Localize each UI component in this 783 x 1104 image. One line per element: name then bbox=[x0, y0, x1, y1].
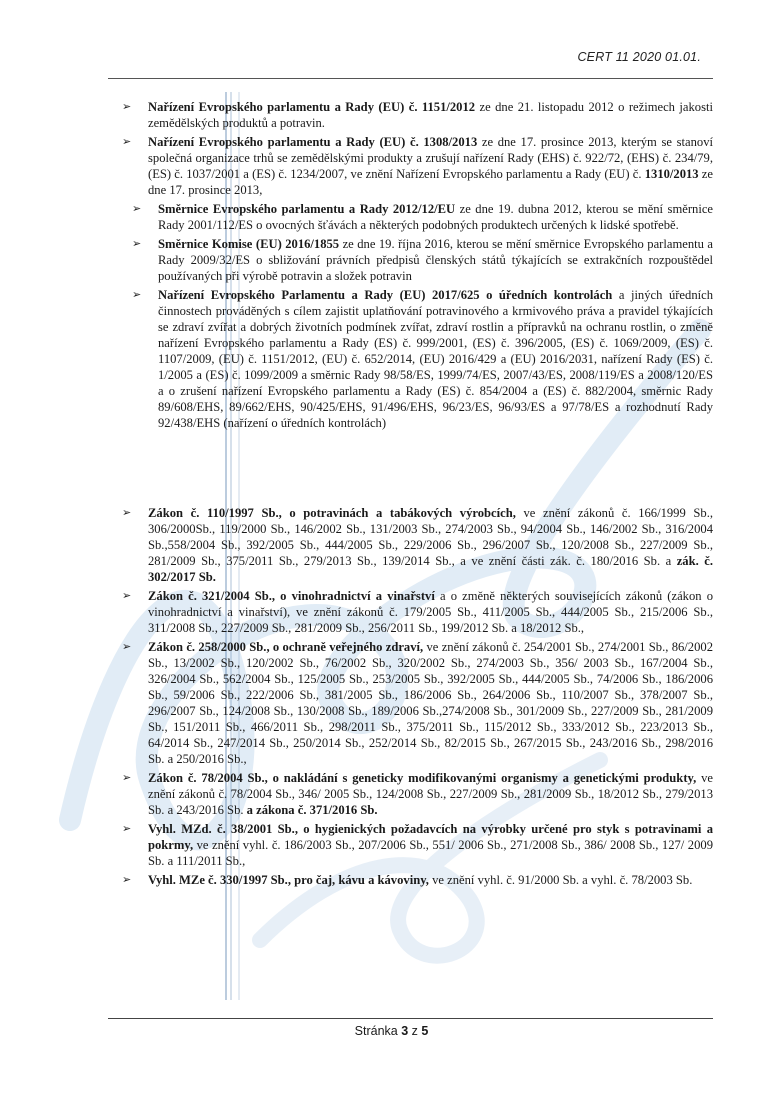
list-item: ➢ Zákon č. 321/2004 Sb., o vinohradnictví a vinařství a o změně některých souvisejících zákonů (zákon o vinohradnictví a vinařství), ve znění zákonů č. 179/2005 Sb., 411/2005 Sb., 444/2005 Sb., 215/2006 Sb., 311/2008 Sb., 227/2009 Sb., 281/2009 Sb., 256/2011 Sb., 199/2012 Sb. a 18/2012 Sb., bbox=[122, 589, 713, 635]
eu-legislation-list bbox=[122, 99, 713, 434]
list-item: ➢ Vyhl. MZe č. 330/1997 Sb., pro čaj, kávu a kávoviny, ve znění vyhl. č. 91/2000 Sb. a vyhl. č. 78/2003 Sb. bbox=[122, 873, 693, 887]
header-divider bbox=[108, 78, 713, 79]
list-item: ➢ Nařízení Evropského parlamentu a Rady (EU) č. 1308/2013 ze dne 17. prosince 2013, kterým se stanoví společná organizace trhů se zemědělskými produkty a zrušují nařízení Rady (EHS) č. 922/72, (EHS) č. 234/79, (ES) č. 1037/2001 a (ES) č. 1234/2007, ve znění Nařízení Evropského parlamentu a Rady (EU) č. 1310/2013 ze dne 17. prosince 2013, bbox=[122, 135, 714, 197]
arrowhead-bullet-icon: ➢ bbox=[122, 100, 132, 113]
page-number: Stránka 3 z 5 bbox=[354, 1024, 429, 1038]
arrowhead-bullet-icon: ➢ bbox=[122, 822, 132, 835]
arrowhead-bullet-icon: ➢ bbox=[122, 506, 132, 519]
arrowhead-bullet-icon: ➢ bbox=[122, 135, 132, 148]
list-item: ➢ Vyhl. MZd. č. 38/2001 Sb., o hygienických požadavcích na výrobky určené pro styk s potravinami a pokrmy, ve znění vyhl. č. 186/2003 Sb., 207/2006 Sb., 551/ 2006 Sb., 271/2008 Sb., 386/ 2008 Sb., 127/ 2009 Sb. a 111/2011 Sb., bbox=[122, 822, 713, 868]
arrowhead-bullet-icon: ➢ bbox=[122, 640, 132, 653]
list-item: ➢ Nařízení Evropského Parlamentu a Rady (EU) 2017/625 o úředních kontrolách a jiných úředních činnostech prováděných s cílem zajistit uplatňování potravinového a krmivového práva a pravidel týkajících se zdraví zvířat a dobrých životních podmínek zvířat, zdraví rostlin a přípravků na ochranu rostlin, o změně nařízení Evropského parlamentu a Rady (ES) č. 999/2001, (ES) č. 396/2005, (ES) č. 1069/2009, (ES) č. 1107/2009, (EU) č. 1151/2012, (EU) č. 652/2014, (EU) 2016/429 a (EU) 2016/2031, nařízení Rady (ES) č. 1/2005 a (ES) č. 1099/2009 a směrnic Rady 98/58/ES, 1999/74/ES, 2007/43/ES, 2008/119/ES a 2008/120/ES a o zrušení nařízení Evropského parlamentu a Rady (ES) č. 854/2004 a (ES) č. 882/2004, směrnic Rady 89/608/EHS, 89/662/EHS, 90/425/EHS, 91/496/EHS, 96/23/ES, 96/93/ES a 97/78/ES a rozhodnutí Rady 92/438/EHS (nařízení o úředních kontrolách) bbox=[132, 288, 714, 430]
list-item: ➢ Směrnice Evropského parlamentu a Rady 2012/12/EU ze dne 19. dubna 2012, kterou se mění směrnice Rady 2001/112/ES o ovocných šťávách a některých podobných produktech určených k lidské spotřebě. bbox=[132, 202, 713, 232]
arrowhead-bullet-icon: ➢ bbox=[122, 771, 132, 784]
list-item: ➢ Zákon č. 78/2004 Sb., o nakládání s geneticky modifikovanými organismy a genetickými produkty, ve znění zákonů č. 78/2004 Sb., 346/ 2005 Sb., 124/2008 Sb., 227/2009 Sb., 281/2009 Sb., 18/2012 Sb., 279/2013 Sb. a 243/2016 Sb. a zákona č. 371/2016 Sb. bbox=[122, 771, 713, 817]
list-item: ➢ Nařízení Evropského parlamentu a Rady (EU) č. 1151/2012 ze dne 21. listopadu 2012 o režimech jakosti zemědělských produktů a potravin. bbox=[122, 100, 713, 130]
arrowhead-bullet-icon: ➢ bbox=[132, 202, 142, 215]
footer-divider bbox=[108, 1018, 713, 1019]
arrowhead-bullet-icon: ➢ bbox=[132, 288, 142, 301]
list-item: ➢ Směrnice Komise (EU) 2016/1855 ze dne 19. října 2016, kterou se mění směrnice Evropského parlamentu a Rady 2009/32/ES o sbližování právních předpisů členských států týkajících se extrakčních rozpouštědel používaných při výrobě potravin a složek potravin bbox=[132, 237, 713, 283]
czech-legislation-list bbox=[122, 505, 713, 891]
arrowhead-bullet-icon: ➢ bbox=[122, 873, 132, 886]
arrowhead-bullet-icon: ➢ bbox=[122, 589, 132, 602]
document-code: CERT 11 2020 01.01. bbox=[577, 50, 701, 64]
arrowhead-bullet-icon: ➢ bbox=[132, 237, 142, 250]
list-item: ➢ Zákon č. 258/2000 Sb., o ochraně veřejného zdraví, ve znění zákonů č. 254/2001 Sb., 274/2001 Sb., 86/2002 Sb., 13/2002 Sb., 120/2002 Sb., 76/2002 Sb., 320/2002 Sb., 274/2003 Sb., 356/ 2003 Sb., 167/2004 Sb., 326/2004 Sb., 562/2004 Sb., 125/2005 Sb., 253/2005 Sb., 392/2005 Sb., 444/2005 Sb., 74/2006 Sb., 186/2006 Sb., 59/2006 Sb., 222/2006 Sb., 381/2005 Sb., 186/2006 Sb., 264/2006 Sb., 110/2007 Sb., 378/2007 Sb., 296/2007 Sb., 124/2008 Sb., 130/2008 Sb., 189/2006 Sb.,274/2008 Sb., 301/2009 Sb., 227/2009 Sb., 281/2009 Sb., 151/2011 Sb., 466/2011 Sb., 298/2011 Sb., 375/2011 Sb., 115/2012 Sb., 333/2012 Sb., 223/2013 Sb., 64/2014 Sb., 247/2014 Sb., 250/2014 Sb., 252/2014 Sb., 82/2015 Sb., 267/2015 Sb., 243/2016 Sb., 298/2016 Sb. a 250/2016 Sb., bbox=[122, 640, 713, 766]
list-item: ➢ Zákon č. 110/1997 Sb., o potravinách a tabákových výrobcích, ve znění zákonů č. 166/1999 Sb., 306/2000Sb., 119/2000 Sb., 146/2002 Sb., 131/2003 Sb., 274/2003 Sb., 94/2004 Sb., 146/2002 Sb., 316/2004 Sb.,558/2004 Sb., 392/2005 Sb., 444/2005 Sb., 229/2006 Sb., 296/2007 Sb., 120/2008 Sb., 227/2009 Sb., 281/2009 Sb., 375/2011 Sb., 279/2013 Sb., 139/2014 Sb., a ve znění části zák. č. 180/2016 Sb. a zák. č. 302/2017 Sb. bbox=[122, 506, 713, 584]
